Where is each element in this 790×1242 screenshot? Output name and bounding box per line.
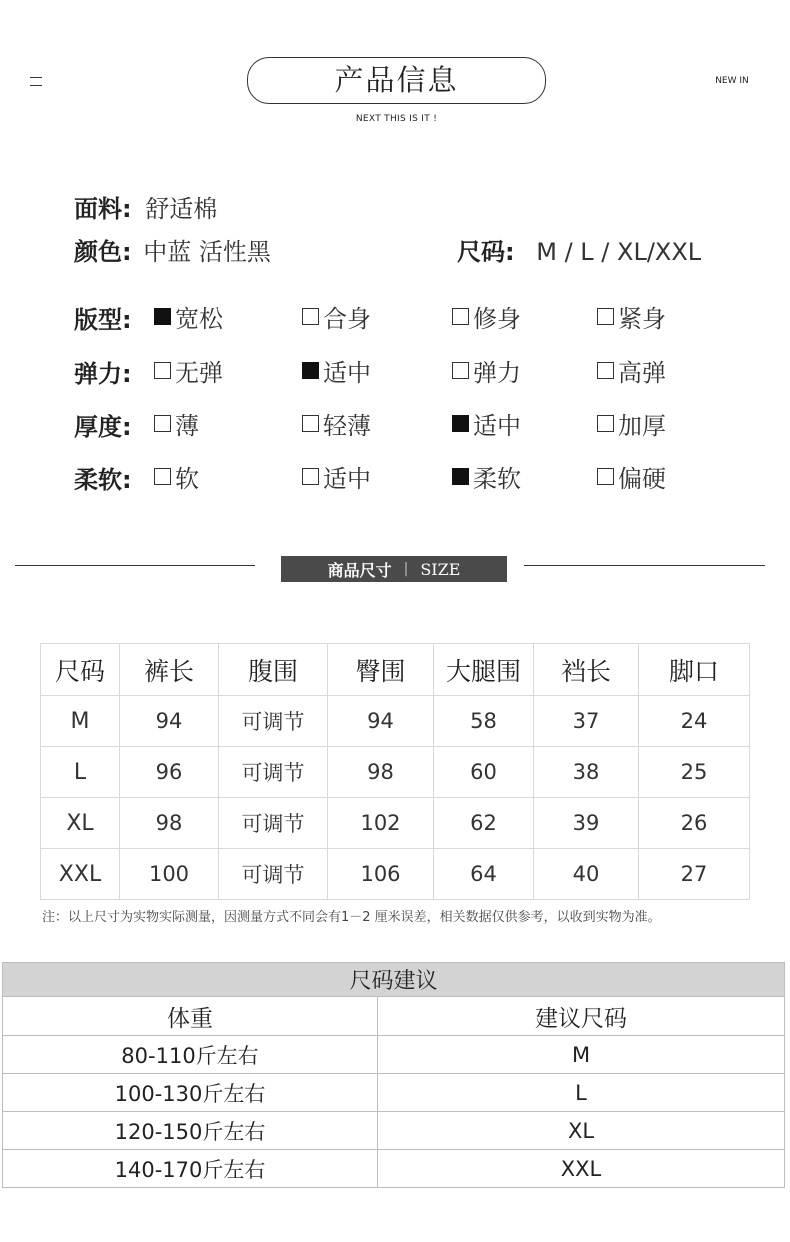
fabric-label: 面料: bbox=[74, 195, 132, 223]
size-table-header-cell: 大腿围 bbox=[434, 644, 534, 696]
attribute-option bbox=[154, 407, 199, 439]
attribute-option bbox=[154, 300, 223, 332]
attribute-row bbox=[74, 407, 774, 439]
empty-box-icon bbox=[597, 468, 614, 485]
size-table-cell: 可调节 bbox=[219, 798, 328, 849]
size-table-header-cell: 裤长 bbox=[120, 644, 219, 696]
measurement-note: 注：以上尺寸为实物实际测量，因测量方式不同会有1－2 厘米误差，相关数据仅供参考，以收到实物为准。 bbox=[42, 910, 661, 925]
attribute-option-label: 高弹 bbox=[618, 358, 666, 387]
size-table-cell: 64 bbox=[434, 849, 534, 900]
checked-box-icon bbox=[452, 415, 469, 432]
attribute-option-label: 合身 bbox=[323, 304, 371, 333]
size-table-cell: 37 bbox=[534, 696, 639, 747]
empty-box-icon bbox=[154, 468, 171, 485]
attribute-option-label: 适中 bbox=[323, 464, 371, 493]
attribute-option-label: 轻薄 bbox=[323, 411, 371, 440]
empty-box-icon bbox=[154, 415, 171, 432]
divider-right bbox=[524, 565, 765, 566]
attribute-option bbox=[302, 407, 371, 439]
empty-box-icon bbox=[597, 415, 614, 432]
table-row bbox=[3, 1150, 785, 1188]
empty-box-icon bbox=[597, 362, 614, 379]
attribute-option bbox=[597, 460, 666, 492]
attribute-option bbox=[302, 300, 371, 332]
attribute-option-label: 修身 bbox=[473, 304, 521, 333]
attribute-label: 弹力: bbox=[74, 360, 132, 388]
table-row bbox=[3, 1112, 785, 1150]
fabric-row bbox=[74, 189, 217, 224]
size-table-cell: XL bbox=[41, 798, 120, 849]
page-title: 产品信息 bbox=[247, 57, 546, 104]
size-row bbox=[457, 232, 701, 267]
size-recommendation-table bbox=[2, 962, 785, 1188]
size-table-cell: 26 bbox=[639, 798, 750, 849]
size-table-cell: 98 bbox=[120, 798, 219, 849]
attribute-option-label: 适中 bbox=[323, 358, 371, 387]
banner-separator: | bbox=[403, 561, 409, 577]
checked-box-icon bbox=[302, 362, 319, 379]
size-table-cell: 98 bbox=[328, 747, 434, 798]
size-table-header-cell: 腹围 bbox=[219, 644, 328, 696]
size-table-cell: L bbox=[41, 747, 120, 798]
color-label: 颜色: bbox=[74, 238, 132, 266]
size-table-cell: 38 bbox=[534, 747, 639, 798]
attribute-option-label: 无弹 bbox=[175, 358, 223, 387]
table-row bbox=[3, 1074, 785, 1112]
size-table-header-row bbox=[41, 644, 750, 696]
rec-size-cell: L bbox=[378, 1074, 785, 1112]
rec-header-row bbox=[3, 997, 785, 1036]
attribute-label: 厚度: bbox=[74, 413, 132, 441]
fabric-value: 舒适棉 bbox=[145, 195, 218, 223]
size-value: M / L / XL/XXL bbox=[536, 238, 702, 266]
size-table-cell: 39 bbox=[534, 798, 639, 849]
attribute-option bbox=[452, 354, 521, 386]
size-table-header-cell: 裆长 bbox=[534, 644, 639, 696]
empty-box-icon bbox=[302, 308, 319, 325]
attribute-option bbox=[302, 460, 371, 492]
attribute-option bbox=[302, 354, 371, 386]
rec-size-cell: XXL bbox=[378, 1150, 785, 1188]
attribute-row bbox=[74, 460, 774, 492]
size-table bbox=[40, 643, 750, 900]
attribute-option-label: 适中 bbox=[473, 411, 521, 440]
attribute-option bbox=[154, 354, 223, 386]
rec-weight-cell: 80-110斤左右 bbox=[3, 1036, 378, 1074]
attribute-option bbox=[597, 300, 666, 332]
checked-box-icon bbox=[154, 308, 171, 325]
attribute-option-label: 薄 bbox=[175, 411, 199, 440]
attribute-option bbox=[597, 354, 666, 386]
size-table-cell: 可调节 bbox=[219, 747, 328, 798]
rec-title-row bbox=[3, 963, 785, 997]
color-value: 中蓝 活性黑 bbox=[143, 238, 271, 266]
size-table-cell: 106 bbox=[328, 849, 434, 900]
size-table-cell: 94 bbox=[120, 696, 219, 747]
attribute-option bbox=[154, 460, 199, 492]
attribute-label: 版型: bbox=[74, 306, 132, 334]
size-table-cell: 40 bbox=[534, 849, 639, 900]
banner-cn: 商品尺寸 bbox=[327, 560, 392, 580]
size-table-cell: 60 bbox=[434, 747, 534, 798]
new-in-label: NEW IN bbox=[715, 76, 749, 86]
size-table-cell: 58 bbox=[434, 696, 534, 747]
table-row bbox=[3, 1036, 785, 1074]
color-row bbox=[74, 232, 271, 267]
rec-title: 尺码建议 bbox=[3, 963, 785, 997]
size-table-cell: 100 bbox=[120, 849, 219, 900]
attribute-option-label: 偏硬 bbox=[618, 464, 666, 493]
attribute-option-label: 软 bbox=[175, 464, 199, 493]
empty-box-icon bbox=[597, 308, 614, 325]
rec-header-weight: 体重 bbox=[3, 997, 378, 1036]
attribute-label: 柔软: bbox=[74, 466, 132, 494]
table-row bbox=[41, 696, 750, 747]
size-table-cell: 可调节 bbox=[219, 849, 328, 900]
size-table-header-cell: 臀围 bbox=[328, 644, 434, 696]
attribute-option-label: 弹力 bbox=[473, 358, 521, 387]
table-row bbox=[41, 849, 750, 900]
empty-box-icon bbox=[154, 362, 171, 379]
empty-box-icon bbox=[452, 362, 469, 379]
size-table-cell: 25 bbox=[639, 747, 750, 798]
size-table-cell: M bbox=[41, 696, 120, 747]
rec-weight-cell: 120-150斤左右 bbox=[3, 1112, 378, 1150]
rec-weight-cell: 100-130斤左右 bbox=[3, 1074, 378, 1112]
divider-left bbox=[15, 565, 255, 566]
empty-box-icon bbox=[452, 308, 469, 325]
size-table-cell: 62 bbox=[434, 798, 534, 849]
size-label: 尺码: bbox=[457, 238, 515, 266]
attribute-row bbox=[74, 354, 774, 386]
size-table-cell: 可调节 bbox=[219, 696, 328, 747]
menu-icon bbox=[30, 74, 42, 88]
size-table-cell: 102 bbox=[328, 798, 434, 849]
size-table-cell: 27 bbox=[639, 849, 750, 900]
attribute-option-label: 柔软 bbox=[473, 464, 521, 493]
attribute-option-label: 宽松 bbox=[175, 304, 223, 333]
attribute-option bbox=[452, 460, 521, 492]
size-section-banner bbox=[281, 556, 507, 582]
empty-box-icon bbox=[302, 415, 319, 432]
attribute-option bbox=[452, 407, 521, 439]
size-table-cell: 96 bbox=[120, 747, 219, 798]
rec-size-cell: M bbox=[378, 1036, 785, 1074]
size-table-header-cell: 尺码 bbox=[41, 644, 120, 696]
size-table-cell: 94 bbox=[328, 696, 434, 747]
banner-en: SIZE bbox=[420, 559, 461, 579]
checked-box-icon bbox=[452, 468, 469, 485]
attribute-row bbox=[74, 300, 774, 332]
size-table-cell: XXL bbox=[41, 849, 120, 900]
rec-weight-cell: 140-170斤左右 bbox=[3, 1150, 378, 1188]
attribute-option-label: 加厚 bbox=[618, 411, 666, 440]
rec-header-size: 建议尺码 bbox=[378, 997, 785, 1036]
attribute-option bbox=[452, 300, 521, 332]
table-row bbox=[41, 747, 750, 798]
attribute-option bbox=[597, 407, 666, 439]
table-row bbox=[41, 798, 750, 849]
empty-box-icon bbox=[302, 468, 319, 485]
page-subtitle: NEXT THIS IS IT ! bbox=[355, 114, 438, 124]
rec-size-cell: XL bbox=[378, 1112, 785, 1150]
attribute-option-label: 紧身 bbox=[618, 304, 666, 333]
size-table-cell: 24 bbox=[639, 696, 750, 747]
size-table-header-cell: 脚口 bbox=[639, 644, 750, 696]
